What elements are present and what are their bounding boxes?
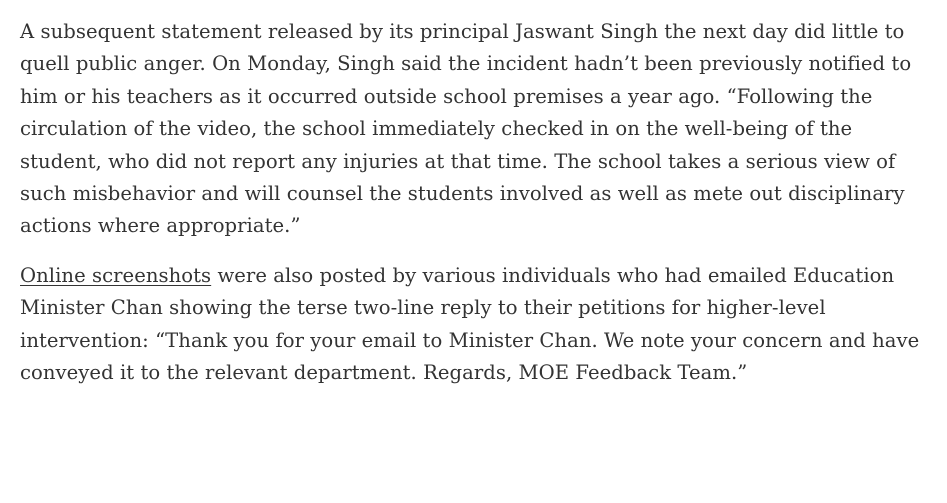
paragraph-online-screenshots-text: were also posted by various individuals who had emailed Education Minister Chan showing the terse two-line reply to their petitions for higher-level intervention: “Thank you for your email to Minister Chan. We note your concern and have conveyed it to the relevant department. Regards, MOE Feedback Team.” bbox=[20, 263, 920, 385]
article-body bbox=[20, 16, 932, 389]
paragraph-online-screenshots bbox=[20, 260, 932, 390]
paragraph-principal-statement: A subsequent statement released by its principal Jaswant Singh the next day did little to quell public anger. On Monday, Singh said the incident hadn’t been previously notified to him or his teachers as it occurred outside school premises a year ago. “Following the circulation of the video, the school immediately checked in on the well-being of the student, who did not report any injuries at that time. The school takes a serious view of such misbehavior and will counsel the students involved as well as mete out disciplinary actions where appropriate.” bbox=[20, 20, 912, 238]
online-screenshots-link[interactable]: Online screenshots bbox=[20, 263, 212, 287]
